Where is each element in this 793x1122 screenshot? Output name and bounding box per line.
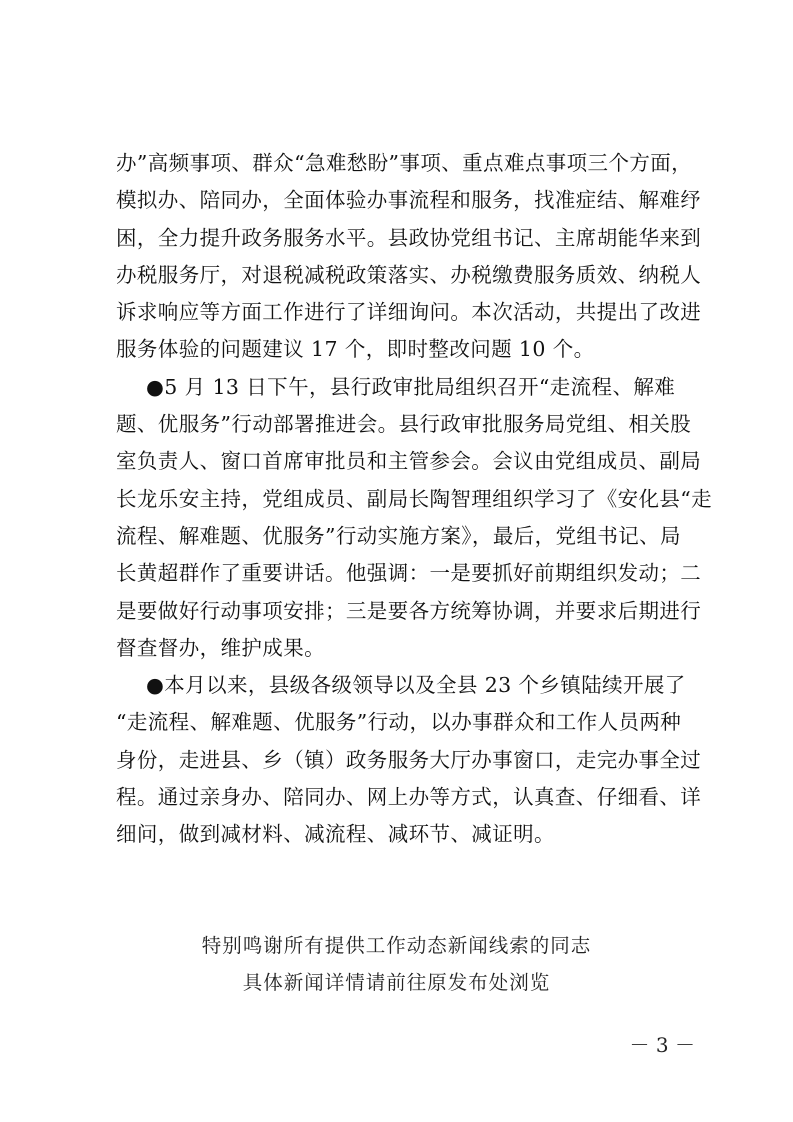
acknowledgement-line: 特别鸣谢所有提供工作动态新闻线索的同志 bbox=[201, 934, 592, 957]
text-line: 题、优服务”行动部署推进会。县行政审批服务局党组、相关股 bbox=[116, 412, 692, 437]
text-line: 服务体验的问题建议 17 个，即时整改问题 10 个。 bbox=[116, 337, 595, 362]
text-line: “走流程、解难题、优服务”行动，以办事群众和工作人员两种 bbox=[116, 710, 682, 735]
text-line: 是要做好行动事项安排；三是要各方统筹协调，并要求后期进行 bbox=[116, 598, 702, 623]
body-text bbox=[116, 145, 713, 854]
text-line: 身份，走进县、乡（镇）政务服务大厅办事窗口，走完办事全过 bbox=[116, 747, 702, 772]
text-line: 模拟办、陪同办，全面体验办事流程和服务，找准症结、解难纾 bbox=[116, 188, 702, 213]
text-line: 长龙乐安主持，党组成员、副局长陶智理组织学习了《安化县“走 bbox=[116, 486, 713, 511]
text-line: 办”高频事项、群众“急难愁盼”事项、重点难点事项三个方面， bbox=[116, 151, 693, 175]
text-line: 流程、解难题、优服务”行动实施方案》，最后，党组书记、局 bbox=[116, 523, 681, 548]
page-number: － 3 － bbox=[629, 1033, 695, 1057]
text-line: 诉求响应等方面工作进行了详细询问。本次活动，共提出了改进 bbox=[116, 300, 702, 325]
bullet-paragraph-start: ●5 月 13 日下午，县行政审批局组织召开“走流程、解难 bbox=[146, 374, 676, 399]
text-line: 程。通过亲身办、陪同办、网上办等方式，认真查、仔细看、详 bbox=[116, 785, 702, 810]
text-line: 督查督办，维护成果。 bbox=[116, 635, 325, 660]
text-line: 室负责人、窗口首席审批员和主管参会。会议由党组成员、副局 bbox=[116, 449, 702, 474]
text-line: 细问，做到减材料、减流程、减环节、减证明。 bbox=[116, 822, 555, 847]
acknowledgement-line: 具体新闻详情请前往原发布处浏览 bbox=[242, 971, 551, 994]
bullet-paragraph-start: ●本月以来，县级各级领导以及全县 23 个乡镇陆续开展了 bbox=[146, 673, 686, 698]
text-line: 办税服务厅，对退税减税政策落实、办税缴费服务质效、纳税人 bbox=[116, 262, 702, 287]
text-line: 困，全力提升政务服务水平。县政协党组书记、主席胡能华来到 bbox=[116, 225, 702, 250]
text-line: 长黄超群作了重要讲话。他强调：一是要抓好前期组织发动；二 bbox=[116, 561, 702, 586]
